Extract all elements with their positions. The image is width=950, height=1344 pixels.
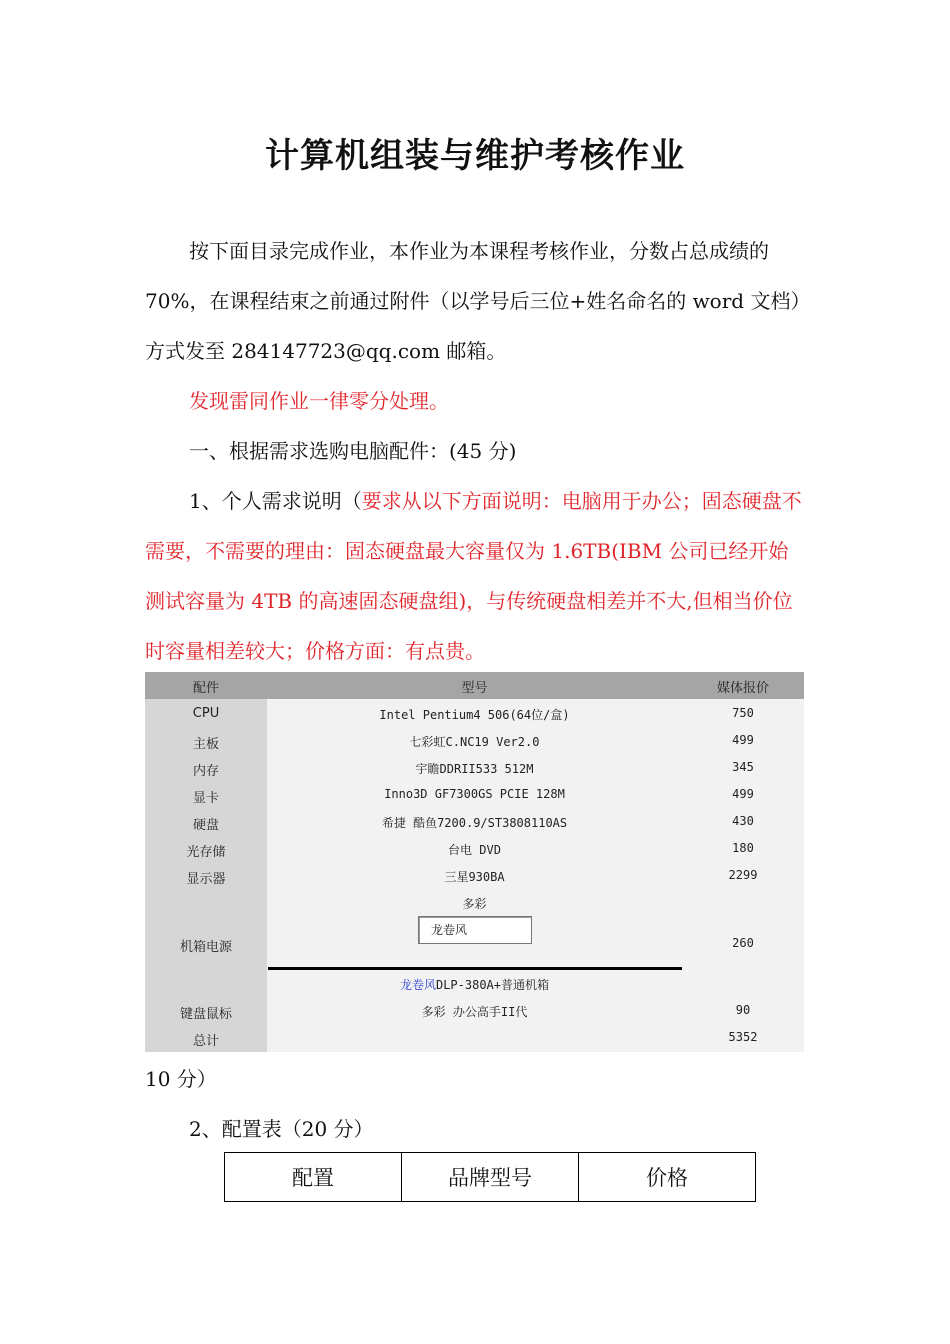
row-part: 硬盘 [192,818,219,833]
row-model: 希捷 酷鱼7200.9/ST3808110AS [381,816,568,830]
row-price: 499 [732,787,754,801]
row-model: Intel Pentium4 506(64位/盒) [379,708,570,722]
config-table-header-row [225,1153,756,1202]
row-part: 内存 [192,764,219,779]
row-model: 台电 DVD [448,843,501,857]
row-price: 345 [732,760,754,774]
total-label: 总计 [192,1034,219,1049]
divider-bar [268,967,682,970]
config-header-brand-model: 品牌型号 [402,1153,579,1202]
row-part: 光存储 [186,845,226,860]
case-model-link[interactable]: 龙卷风 [399,978,436,992]
parts-table-header [145,672,804,699]
total-price: 5352 [728,1030,758,1044]
case-model [267,976,682,993]
row-model: 宇瞻DDRII533 512M [415,762,534,776]
warning-text: 发现雷同作业一律零分处理。 [189,389,449,413]
row-part: 显示器 [186,872,226,887]
requirement-paragraph [145,476,805,676]
parts-price-screenshot [145,672,804,1052]
score-note: 10 分） [145,1067,217,1091]
row-model: 多彩 办公高手II代 [421,1005,528,1019]
row-price: 750 [732,706,754,720]
config-header-config: 配置 [225,1153,402,1202]
section-2-heading: 2、配置表（20 分） [189,1117,374,1141]
row-part: 显卡 [192,791,219,806]
row-model: 七彩虹C.NC19 Ver2.0 [409,735,540,749]
case-brand: 多彩 [462,897,487,911]
requirement-prefix: 1、个人需求说明（ [189,489,362,513]
section-1-heading: 一、根据需求选购电脑配件：(45 分) [189,439,517,463]
header-model: 型号 [461,681,488,696]
intro-paragraph: 按下面目录完成作业，本作业为本课程考核作业，分数占总成绩的 70%，在课程结束之前通过附件（以学号后三位+姓名命名的 word 文档）方式发至 284147723@qq.com 邮箱。 [145,239,801,363]
document-title: 计算机组装与维护考核作业 [265,136,685,176]
row-price: 499 [732,733,754,747]
row-model: 三星930BA [444,870,505,884]
row-part: 主板 [192,737,219,752]
case-inline-box-text: 龙卷风 [431,923,468,937]
row-price: 180 [732,841,754,855]
row-model: Inno3D GF7300GS PCIE 128M [384,787,565,801]
case-inline-box [418,916,532,944]
row-part: CPU [192,706,220,721]
row-part: 机箱电源 [179,940,232,955]
row-part: 键盘鼠标 [179,1007,232,1022]
row-price: 2299 [728,868,758,882]
case-model-rest: DLP-380A+普通机箱 [435,978,550,992]
header-part: 配件 [192,681,219,696]
row-price: 430 [732,814,754,828]
header-price: 媒体报价 [716,681,769,696]
config-table [224,1152,756,1202]
row-price: 90 [735,1003,751,1017]
requirement-detail: 要求从以下方面说明：电脑用于办公；固态硬盘不需要，不需要的理由：固态硬盘最大容量仅为 1.6TB(IBM 公司已经开始测试容量为 4TB 的高速固态硬盘组)，与传统硬盘相差并不大,但相当价位时容量相差较大；价格方面：有点贵。 [145,489,802,663]
row-price: 260 [732,936,754,950]
config-header-price: 价格 [579,1153,756,1202]
